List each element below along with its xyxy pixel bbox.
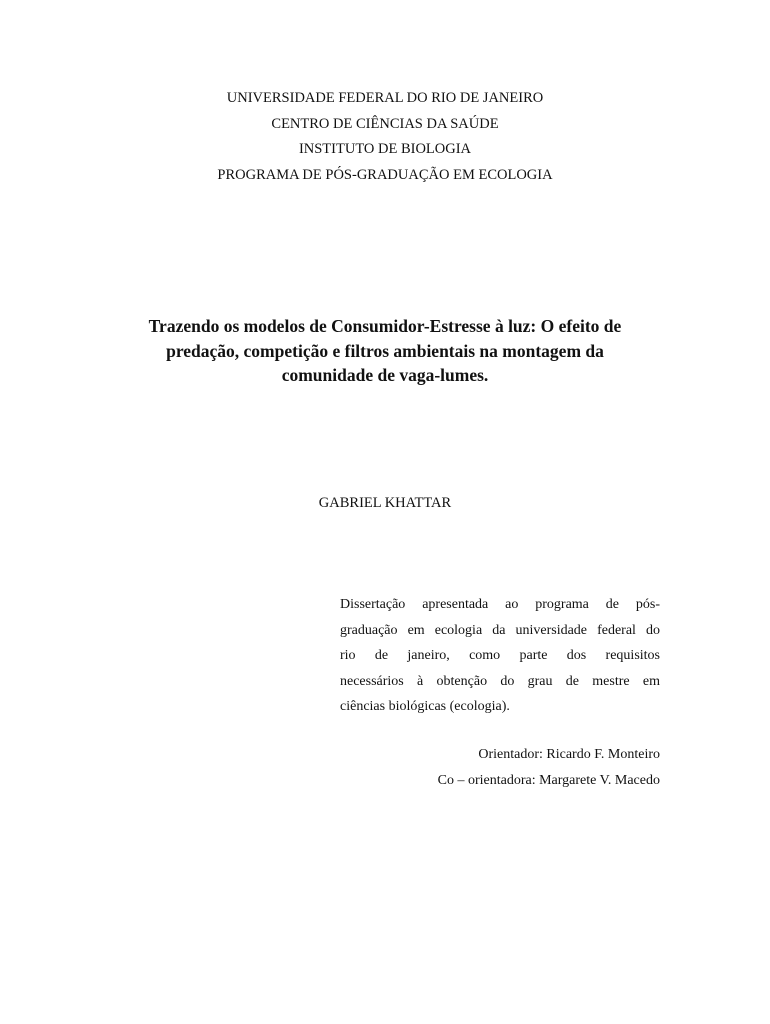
university-name: UNIVERSIDADE FEDERAL DO RIO DE JANEIRO <box>226 90 544 106</box>
author-name: GABRIEL KHATTAR <box>318 495 452 511</box>
institute-name: INSTITUTO DE BIOLOGIA <box>298 141 472 157</box>
description-line: necessários à obtenção do grau de mestre em <box>340 673 660 689</box>
description-line: ciências biológicas (ecologia). <box>340 699 510 714</box>
description-line: rio de janeiro, como parte dos requisitos <box>340 648 660 663</box>
dissertation-title <box>110 314 660 388</box>
co-advisor-name: Co – orientadora: Margarete V. Macedo <box>437 772 660 788</box>
title-line: Trazendo os modelos de Consumidor-Estresse à luz: O efeito de <box>148 316 622 336</box>
institution-header <box>0 86 770 188</box>
program-name: PROGRAMA DE PÓS-GRADUAÇÃO EM ECOLOGIA <box>217 166 553 183</box>
advisors-block <box>340 742 660 793</box>
description-line: graduação em ecologia da universidade federal do <box>340 622 660 638</box>
dissertation-description <box>340 592 660 720</box>
advisor-name: Orientador: Ricardo F. Monteiro <box>478 747 660 762</box>
title-line: comunidade de vaga-lumes. <box>281 365 489 385</box>
description-line: Dissertação apresentada ao programa de pós- <box>340 597 660 612</box>
title-line: predação, competição e filtros ambientais na montagem da <box>166 340 604 361</box>
center-name: CENTRO DE CIÊNCIAS DA SAÚDE <box>271 115 499 132</box>
